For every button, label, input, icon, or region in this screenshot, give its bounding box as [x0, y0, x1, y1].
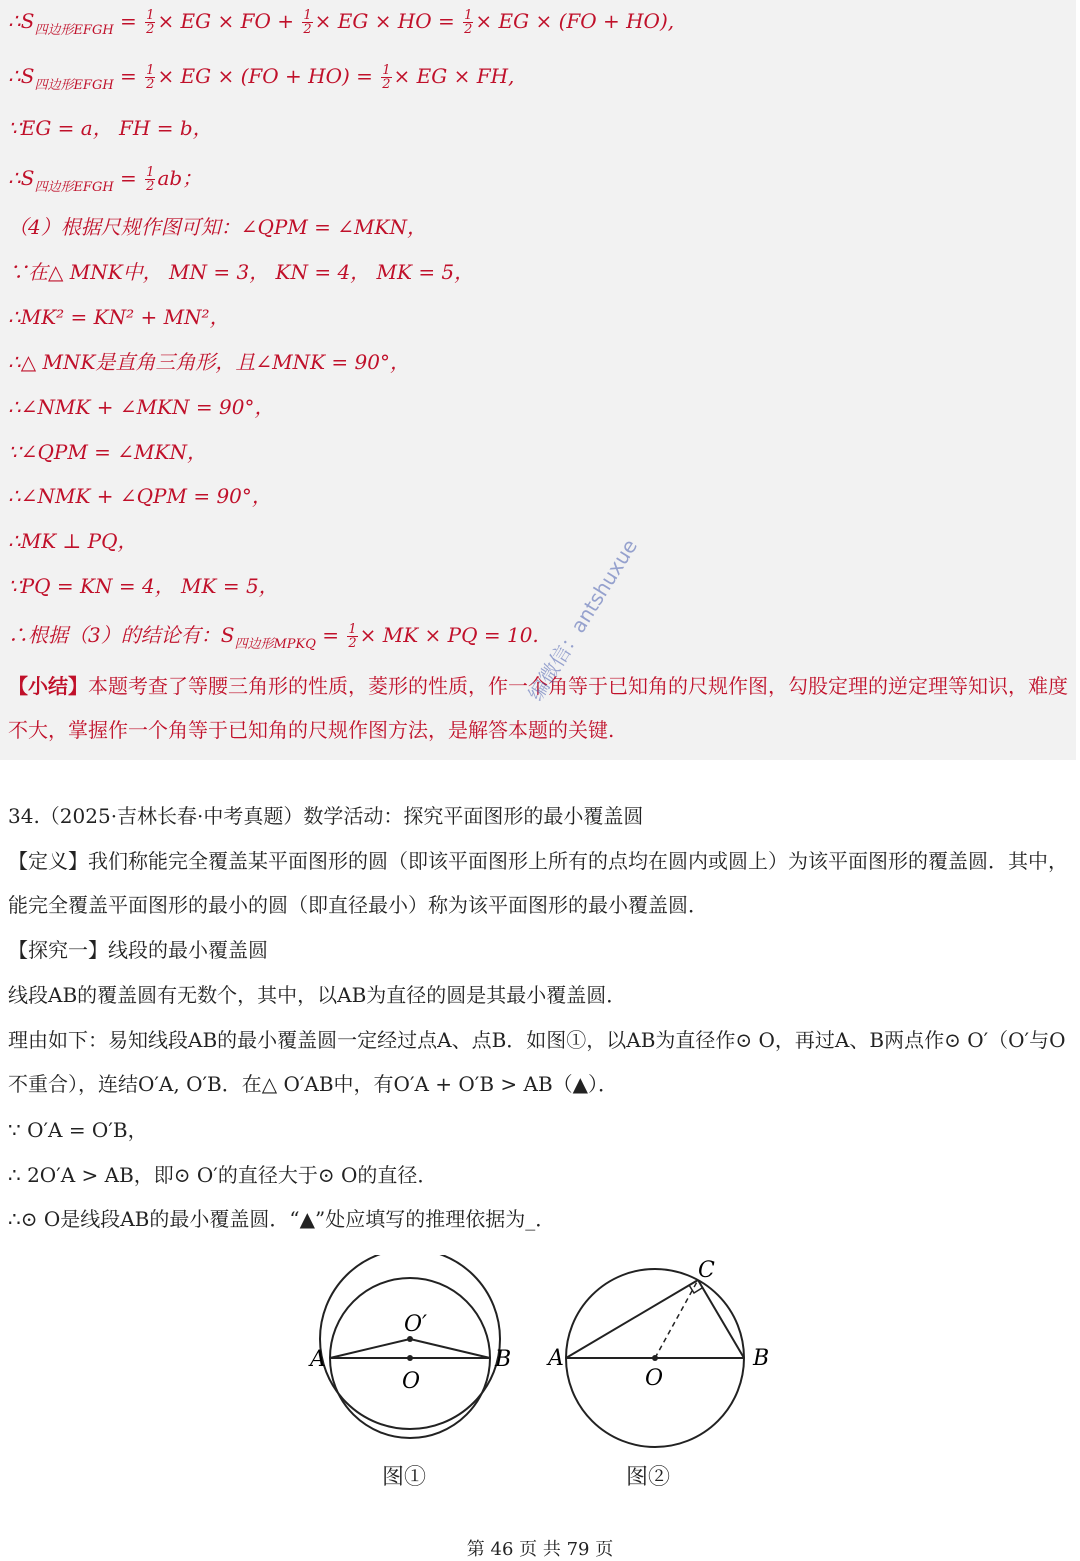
- page-footer: 第 46 页 共 79 页: [466, 1539, 614, 1560]
- line-text: ∴∠NMK + ∠QPM = 90°，: [8, 484, 272, 508]
- segment-o-prime-a: [330, 1339, 410, 1358]
- watermark: 编微信：antshuxue: [523, 534, 642, 705]
- line-b: × EG × FO +: [157, 9, 301, 33]
- fraction: [145, 9, 155, 36]
- fraction-numerator: 1: [464, 8, 473, 23]
- label-o-prime: O′: [404, 1312, 428, 1337]
- line-b: × EG × (FO + HO) =: [157, 64, 380, 88]
- fraction-denominator: 2: [303, 22, 312, 37]
- point-o: [407, 1355, 413, 1361]
- solution-line: [8, 573, 279, 599]
- solution-line: [8, 8, 674, 44]
- fraction-numerator: 1: [146, 63, 155, 78]
- fraction: [145, 166, 155, 193]
- fraction-numerator: 1: [303, 8, 312, 23]
- solution-line: [8, 165, 202, 201]
- fraction-denominator: 2: [146, 179, 155, 194]
- line-c: × EG × FH,: [393, 64, 515, 88]
- label-a: A: [310, 1347, 326, 1372]
- solution-line: [8, 528, 138, 554]
- summary-text: 本题考查了等腰三角形的性质，菱形的性质，作一个角等于已知角的尺规作图，勾股定理的逆定理等知识，难度不大，掌握作一个角等于已知角的尺规作图方法，是解答本题的关键.: [8, 674, 1068, 742]
- summary-tag: 【小结】: [8, 674, 88, 698]
- fraction-numerator: 1: [382, 63, 391, 78]
- solution-line: [8, 304, 230, 330]
- line-pre: ∴S: [8, 166, 35, 190]
- explore-title: 【探究一】线段的最小覆盖圆: [8, 938, 268, 962]
- fraction: [302, 9, 312, 36]
- fraction-denominator: 2: [464, 22, 473, 37]
- solution-line: [8, 439, 207, 465]
- paragraph-4: ∴ 2O′A > AB，即⊙ O′的直径大于⊙ O的直径．: [8, 1163, 438, 1187]
- solution-line: [8, 115, 213, 141]
- line-a: =: [113, 166, 144, 190]
- fraction-numerator: 1: [146, 165, 155, 180]
- line-text: ∴MK² = KN² + MN²，: [8, 305, 230, 329]
- line-text: ∵EG = a， FH = b，: [8, 116, 213, 140]
- line-text: ∴∠NMK + ∠MKN = 90°，: [8, 395, 275, 419]
- line-a: =: [315, 623, 346, 647]
- solution-line: [8, 622, 539, 658]
- fraction-denominator: 2: [348, 636, 357, 651]
- line-text: ∵∠QPM = ∠MKN，: [8, 440, 207, 464]
- line-d: × EG × (FO + HO),: [475, 9, 675, 33]
- paragraph-1: 线段AB的覆盖圆有无数个，其中，以AB为直径的圆是其最小覆盖圆．: [8, 983, 627, 1007]
- line-sub: 四边形EFGH: [34, 78, 114, 93]
- solution-line: [8, 63, 514, 99]
- label-o: O: [402, 1369, 421, 1394]
- solution-line: [8, 214, 427, 240]
- fraction-denominator: 2: [382, 77, 391, 92]
- line-sub: 四边形EFGH: [34, 180, 114, 195]
- segment-o-prime-b: [410, 1339, 490, 1358]
- line-sub: 四边形EFGH: [34, 23, 114, 38]
- paragraph-2: 理由如下：易知线段AB的最小覆盖圆一定经过点A、点B．如图①，以AB为直径作⊙ O，再过A、B两点作⊙ O′（O′与O不重合），连结O′A, O′B．在△ O′AB中，有O′A + O′B > AB（▲）．: [8, 1028, 1066, 1096]
- label-b: B: [495, 1347, 512, 1372]
- paragraph-5: ∴⊙ O是线段AB的最小覆盖圆．“▲”处应填写的推理依据为_．: [8, 1207, 556, 1231]
- label-b: B: [753, 1346, 770, 1371]
- line-b: ab；: [157, 166, 203, 190]
- paragraph-3: ∵ O′A = O′B，: [8, 1118, 148, 1142]
- fraction: [347, 623, 357, 650]
- line-pre: ∴根据（3）的结论有：S: [8, 623, 235, 647]
- label-a: A: [548, 1346, 564, 1371]
- figure-1-caption: 图①: [382, 1465, 427, 1490]
- line-c: × EG × HO =: [314, 9, 462, 33]
- fraction: [463, 9, 473, 36]
- fraction: [381, 64, 391, 91]
- figure-2-caption: 图②: [626, 1465, 671, 1490]
- segment-bc: [698, 1280, 744, 1358]
- definition-paragraph: 【定义】我们称能完全覆盖某平面图形的圆（即该平面图形上所有的点均在圆内或圆上）为该平面图形的覆盖圆．其中，能完全覆盖平面图形的最小的圆（即直径最小）称为该平面图形的最小覆盖圆．: [8, 849, 1068, 917]
- solution-line: [8, 259, 474, 285]
- line-text: ∴MK ⊥ PQ，: [8, 529, 138, 553]
- solution-line: [8, 483, 272, 509]
- fraction: [145, 64, 155, 91]
- line-text: ∴△ MNK是直角三角形，且∠MNK = 90°，: [8, 350, 410, 374]
- fraction-denominator: 2: [146, 22, 155, 37]
- label-o: O: [645, 1366, 664, 1391]
- line-text: （4）根据尺规作图可知：∠QPM = ∠MKN，: [8, 215, 427, 239]
- line-pre: ∴S: [8, 64, 35, 88]
- line-b: × MK × PQ = 10.: [359, 623, 539, 647]
- line-text: ∵在△ MNK中， MN = 3， KN = 4， MK = 5，: [8, 260, 475, 284]
- fraction-numerator: 1: [348, 622, 357, 637]
- line-a: =: [113, 64, 144, 88]
- fraction-numerator: 1: [146, 8, 155, 23]
- fraction-denominator: 2: [146, 77, 155, 92]
- figure-1: [300, 1255, 530, 1465]
- line-text: ∵PQ = KN = 4， MK = 5，: [8, 574, 279, 598]
- solution-line: [8, 349, 410, 375]
- solution-line: [8, 394, 274, 420]
- line-sub: 四边形MPKQ: [234, 637, 316, 652]
- question-header: 34.（2025·吉林长春·中考真题）数学活动：探究平面图形的最小覆盖圆: [8, 804, 644, 828]
- label-c: C: [698, 1258, 715, 1283]
- point-o: [652, 1355, 658, 1361]
- line-pre: ∴S: [8, 9, 35, 33]
- segment-ac: [566, 1280, 698, 1358]
- line-a: =: [113, 9, 144, 33]
- figure-2: [545, 1255, 775, 1465]
